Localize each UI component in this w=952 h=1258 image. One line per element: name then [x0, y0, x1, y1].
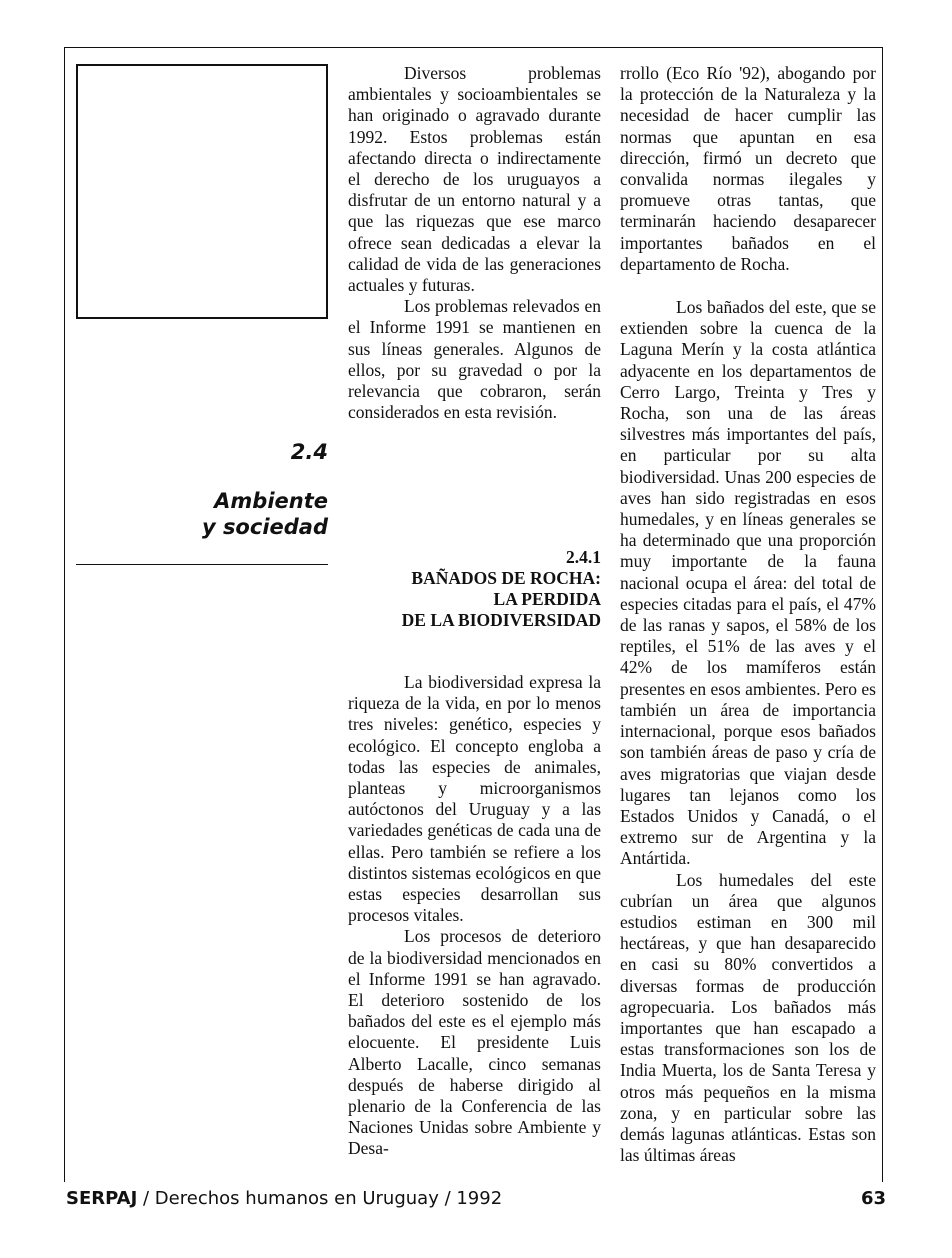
section-title-line2: y sociedad [201, 515, 328, 539]
image-placeholder-box [76, 64, 328, 319]
column-2 [620, 63, 876, 1166]
section-title-line1: Ambiente [214, 489, 328, 513]
section-number: 2.4 [290, 440, 328, 464]
paragraph: La biodiversidad expresa la riqueza de la vida, en por lo menos tres niveles: genético, especies y ecológico. El concepto engloba a todas las especies de animales, planteas y microorganismos autóctonos del Uruguay y a las variedades genéticas de cada una de ellas. Pero también se refiere a los distintos sistemas ecológicos en que estas especies desarrollan sus procesos vitales. [348, 672, 601, 926]
subsection-title-line2: LA PERDIDA [493, 589, 601, 609]
subsection-title-line3: DE LA BIODIVERSIDAD [401, 610, 601, 630]
section-rule [76, 564, 328, 565]
section-title [202, 488, 328, 540]
column-1-bottom [348, 672, 601, 1160]
paragraph: Los bañados del este, que se extienden sobre la cuenca de la Laguna Merín y la costa atlántica adyacente en los departamentos de Cerro Largo, Treinta y Tres y Rocha, son una de las áreas silvestres más importantes del país, en particular por su alta biodiversidad. Unas 200 especies de aves han sido registradas en esos humedales, y en líneas generales se ha determinado que una proporción muy importante de la fauna nacional ocupa el área: del total de especies citadas para el país, el 47% de las ranas y sapos, el 58% de los reptiles, el 51% de las aves y el 42% de los mamíferos están presentes en esos ambientes. Pero es también un área de importancia internacional, porque esos bañados son también áreas de paso y cría de aves migratorias que viajan desde lugares tan lejanos como los Estados Unidos y Canadá, o el extremo sur de Argentina y la Antártida. [620, 297, 876, 869]
paragraph: Los problemas relevados en el Informe 1991 se mantienen en sus líneas generales. Algunos de ellos, por su gravedad o por la relevancia que cobraron, serán considerados en esta revisión. [348, 296, 601, 423]
subsection-title-line1: BAÑADOS DE ROCHA: [411, 568, 601, 588]
paragraph: rrollo (Eco Río '92), abogando por la protección de la Naturaleza y la necesidad de hacer cumplir las normas que apuntan en esa dirección, firmó un decreto que convalida normas ilegales y promueve otras tantas, que terminarán haciendo desaparecer importantes bañados en el departamento de Rocha. [620, 63, 876, 274]
subsection-number: 2.4.1 [566, 547, 601, 567]
footer-title: / Derechos humanos en Uruguay / 1992 [137, 1188, 503, 1209]
paragraph: Los humedales del este cubrían un área que algunos estudios estiman en 300 mil hectáreas, y que han desaparecido en casi su 80% convertidos a diversas formas de producción agropecuaria. Los bañados más importantes que han escapado a estas transformaciones son los de India Muerta, los de Santa Teresa y otros más pequeños en la misma zona, y en particular sobre las demás lagunas atlánticas. Estas son las últimas áreas [620, 869, 876, 1166]
footer-publication [66, 1188, 502, 1209]
page-number: 63 [860, 1188, 886, 1209]
paragraph: Los procesos de deterioro de la biodiversidad mencionados en el Informe 1991 se han agravado. El deterioro sostenido de los bañados del este es el ejemplo más elocuente. El presidente Luis Alberto Lacalle, cinco semanas después de haberse dirigido al plenario de la Conferencia de las Naciones Unidas sobre Ambiente y Desa- [348, 926, 601, 1159]
paragraph: Diversos problemas ambientales y socioambientales se han originado o agravado durante 1992. Estos problemas están afectando directa o indirectamente el derecho de los uruguayos a disfrutar de un entorno natural y a que las riquezas que ese marco ofrece sean dedicadas a elevar la calidad de vida de las generaciones actuales y futuras. [348, 63, 601, 296]
footer-brand: SERPAJ [66, 1188, 138, 1209]
column-1-top [348, 63, 601, 423]
subsection-heading [348, 547, 601, 631]
